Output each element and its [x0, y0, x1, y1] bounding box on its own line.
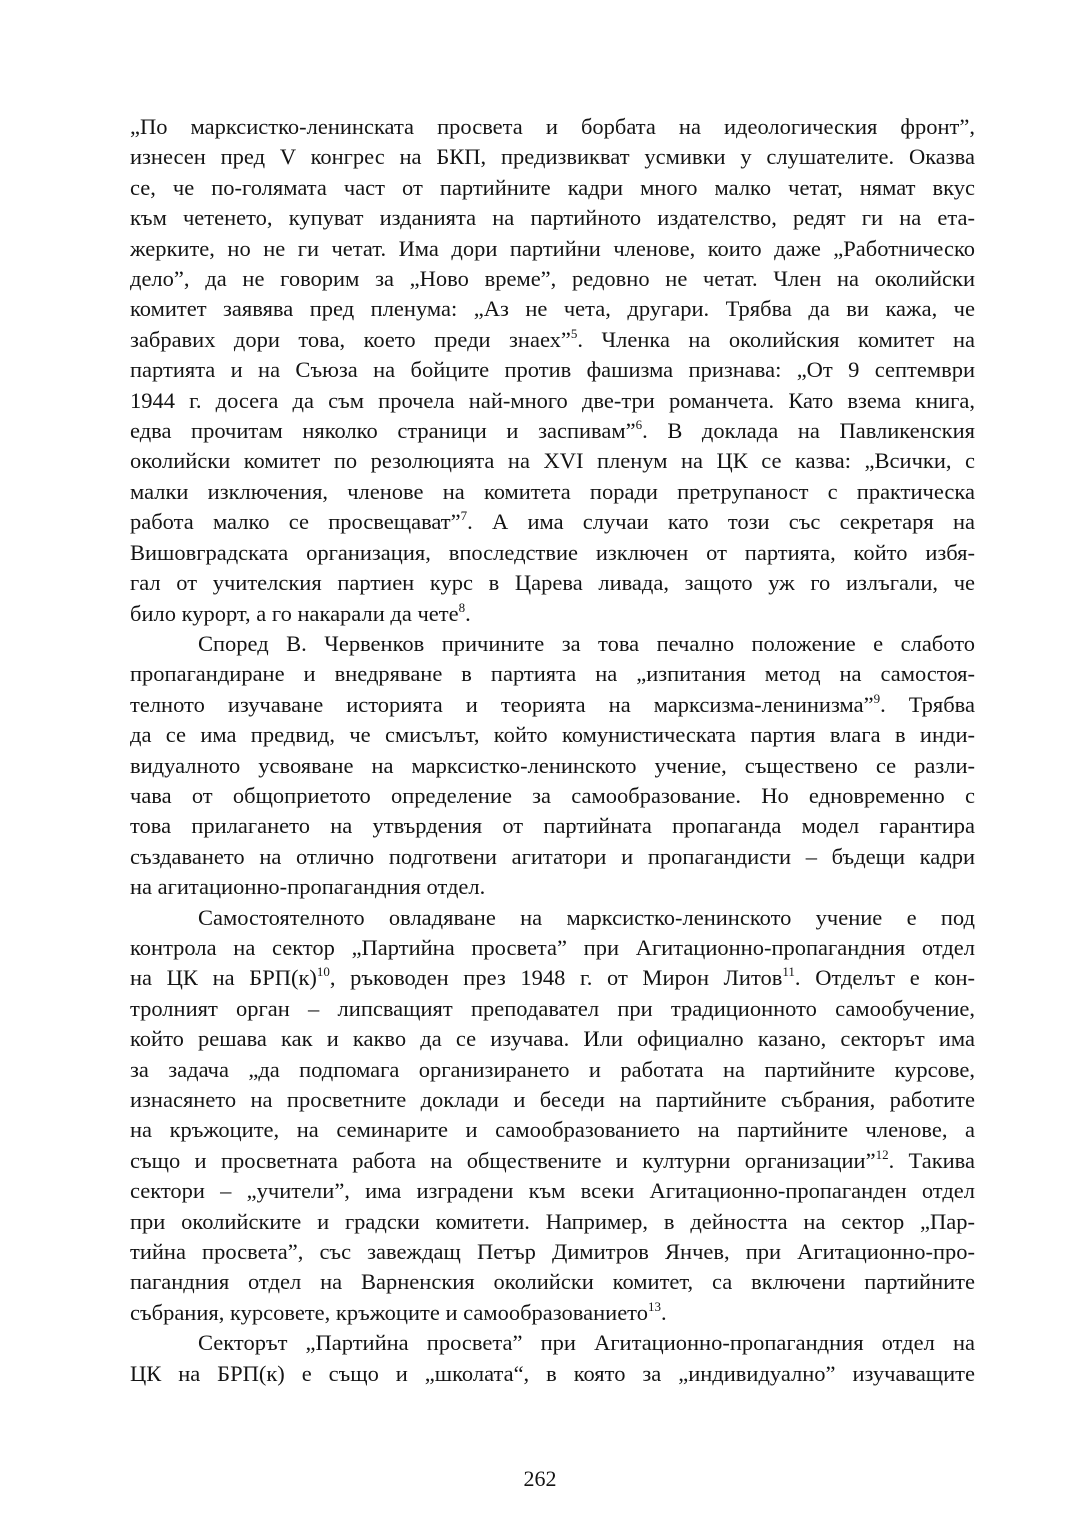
text-line: телното изучаване историята и теорията на марксизма-ленинизма”$^9$. Трябва	[130, 690, 975, 717]
text-line: малки изключения, членове на комитета поради претрупаност с практическа	[130, 478, 975, 504]
text-line: Самостоятелното овладяване на марксистко-ленинското учение е под	[198, 904, 975, 930]
text-line: се, че по-голямата част от партийните кадри много малко четат, нямат вкус	[130, 174, 975, 200]
text-line: чава от общоприетото определение за самообразование. Но едновременно с	[130, 782, 975, 808]
text-line: Според В. Червенков причините за това печално положение е слабото	[198, 630, 975, 656]
text-line: околийски комитет по резолюцията на XVI пленум на ЦК се казва: „Всички, с	[130, 448, 975, 474]
text-line: при околийските и градски комитети. Например, в дейността на сектор „Пар-	[130, 1208, 975, 1234]
text-line: едва прочитам няколко страници и заспивам”$^6$. В доклада на Павликенския	[130, 417, 975, 444]
page-body	[130, 112, 975, 1389]
page-number: 262	[523, 1466, 557, 1491]
text-line: който решава как и какво да се изучава. Или официално казано, секторът има	[130, 1026, 975, 1052]
text-line: също и просветната работа на обществените и културни организации”$^{12}$. Такива	[130, 1146, 975, 1173]
paragraph-4	[130, 1328, 975, 1389]
text-line: на агитационно-пропагандния отдел.	[130, 874, 486, 900]
text-line: жерките, но не ги четат. Има дори партийни членове, които даже „Работническо	[130, 235, 975, 261]
text-line: Секторът „Партийна просвета” при Агитационно-пропагандния отдел на	[198, 1330, 975, 1356]
footnote-ref: 11	[782, 964, 795, 980]
text-line: Вишовградската организация, впоследствие изключен от партията, който избя-	[130, 539, 975, 565]
text-line: 1944 г. досега да съм прочела най-много две-три романчета. Като взема книга,	[130, 387, 975, 413]
text-line: тролният орган – липсващият преподавател при традиционното самообучение,	[130, 995, 975, 1021]
text-line: дело”, да не говорим за „Ново време”, редовно не четат. Член на околийски	[130, 266, 975, 292]
text-line: изнесен пред V конгрес на БКП, предизвикват усмивки у слушателите. Оказва	[130, 144, 975, 170]
footnote-ref: 13	[647, 1298, 661, 1314]
text-line: създаването на отлично подготвени агитатори и пропагандисти – бъдещи кадри	[130, 843, 975, 869]
text-line: „По марксистко-ленинската просвета и борбата на идеологическия фронт”,	[130, 114, 975, 139]
text-line: контрола на сектор „Партийна просвета” при Агитационно-пропагандния отдел	[130, 934, 975, 960]
footnote-ref: 12	[875, 1146, 889, 1162]
text-line: тийна просвета”, със завеждащ Петър Димитров Янчев, при Агитационно-про-	[130, 1239, 975, 1265]
text-line: гал от учителския партиен курс в Царева ливада, защото уж го излъгали, че	[130, 570, 975, 596]
paragraph-1	[130, 112, 975, 629]
text-line: било курорт, а го накарали да чете$^8$.	[130, 599, 471, 626]
text-line: комитет заявява пред пленума: „Аз не чета, другари. Трябва да ви кажа, че	[130, 296, 975, 322]
text-line: сектори – „учители”, има изградени към всеки Агитационно-пропаганден отдел	[130, 1178, 975, 1204]
paragraph-3	[130, 903, 975, 1329]
text-line: това прилагането на утвърдения от партийната пропаганда модел гарантира	[130, 813, 975, 839]
text-line: забравих дори това, което преди знаех”$^5$. Членка на околийския комитет на	[130, 325, 975, 352]
text-line: към четенето, купуват изданията на партийното издателство, редят ги на ета-	[130, 205, 975, 231]
text-line: пагандния отдел на Варненския околийски комитет, са включени партийните	[130, 1269, 975, 1295]
text-line: събрания, курсовете, кръжоците и самообразованието$^{13}$.	[130, 1298, 667, 1325]
footnote-ref: 10	[316, 964, 330, 980]
text-line: ЦК на БРП(к) е също и „школата“, в която за „индивидуално” изучаващите	[130, 1360, 975, 1386]
text-line: изнасянето на просветните доклади и беседи на партийните събрания, работите	[130, 1087, 975, 1112]
footnote-ref: 6	[635, 417, 643, 433]
footnote-ref: 8	[458, 599, 466, 615]
footnote-ref: 5	[570, 325, 578, 341]
text-line: за задача „да подпомага организирането и работата на партийните курсове,	[130, 1056, 975, 1082]
text-line: партията и на Съюза на бойците против фашизма признава: „От 9 септември	[130, 357, 975, 383]
text-line: на ЦК на $БРП(к)^{10}$, ръководен през 1948 г. от Мирон Литов$^{11}$. Отделът е кон-	[130, 964, 975, 991]
footnote-ref: 7	[460, 508, 468, 524]
footnote-ref: 9	[873, 690, 881, 706]
text-line: на кръжоците, на семинарите и самообразованието на партийните членове, а	[130, 1117, 975, 1143]
text-line: пропагандиране и внедряване в партията на „изпитания метод на самостоя-	[130, 661, 975, 687]
text-line: работа малко се просвещават”$^7$. А има случаи като този със секретаря на	[130, 508, 975, 535]
text-line: видуалното усвояване на марксистко-ленинското учение, съществено се разли-	[130, 752, 975, 778]
paragraph-2	[130, 629, 975, 903]
text-line: да се има предвид, че смисълът, който комунистическата партия влага в инди-	[130, 722, 975, 748]
